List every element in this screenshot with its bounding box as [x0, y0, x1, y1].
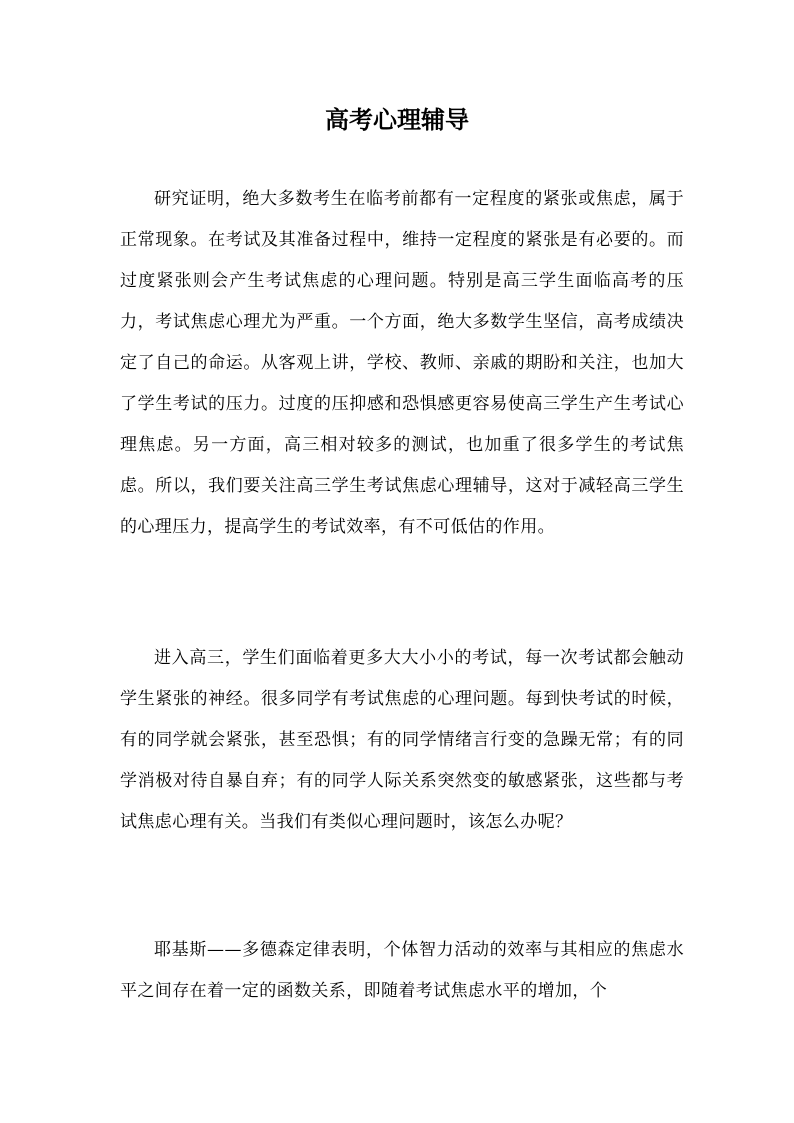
document-title: 高考心理辅导 — [325, 106, 469, 134]
paragraph-1: 研究证明，绝大多数考生在临考前都有一定程度的紧张或焦虑，属于正常现象。在考试及其准备过程中，维持一定程度的紧张是有必要的。而过度紧张则会产生考试焦虑的心理问题。特别是高三学生面临高考的压力，考试焦虑心理尤为严重。一个方面，绝大多数学生坚信，高考成绩决定了自己的命运。从客观上讲，学校、教师、亲戚的期盼和关注，也加大了学生考试的压力。过度的压抑感和恐惧感更容易使高三学生产生考试心理焦虑。另一方面，高三相对较多的测试，也加重了很多学生的考试焦虑。所以，我们要关注高三学生考试焦虑心理辅导，这对于减轻高三学生的心理压力，提高学生的考试效率，有不可低估的作用。 — [120, 189, 684, 537]
paragraph-2: 进入高三，学生们面临着更多大大小小的考试，每一次考试都会触动学生紧张的神经。很多同学有考试焦虑的心理问题。每到快考试的时候，有的同学就会紧张，甚至恐惧；有的同学情绪言行变的急躁无常；有的同学消极对待自暴自弃；有的同学人际关系突然变的敏感紧张，这些都与考试焦虑心理有关。当我们有类似心理问题时，该怎么办呢？ — [120, 648, 684, 832]
paragraph-3: 耶基斯——多德森定律表明，个体智力活动的效率与其相应的焦虑水平之间存在着一定的函数关系，即随着考试焦虑水平的增加，个 — [120, 940, 684, 1001]
